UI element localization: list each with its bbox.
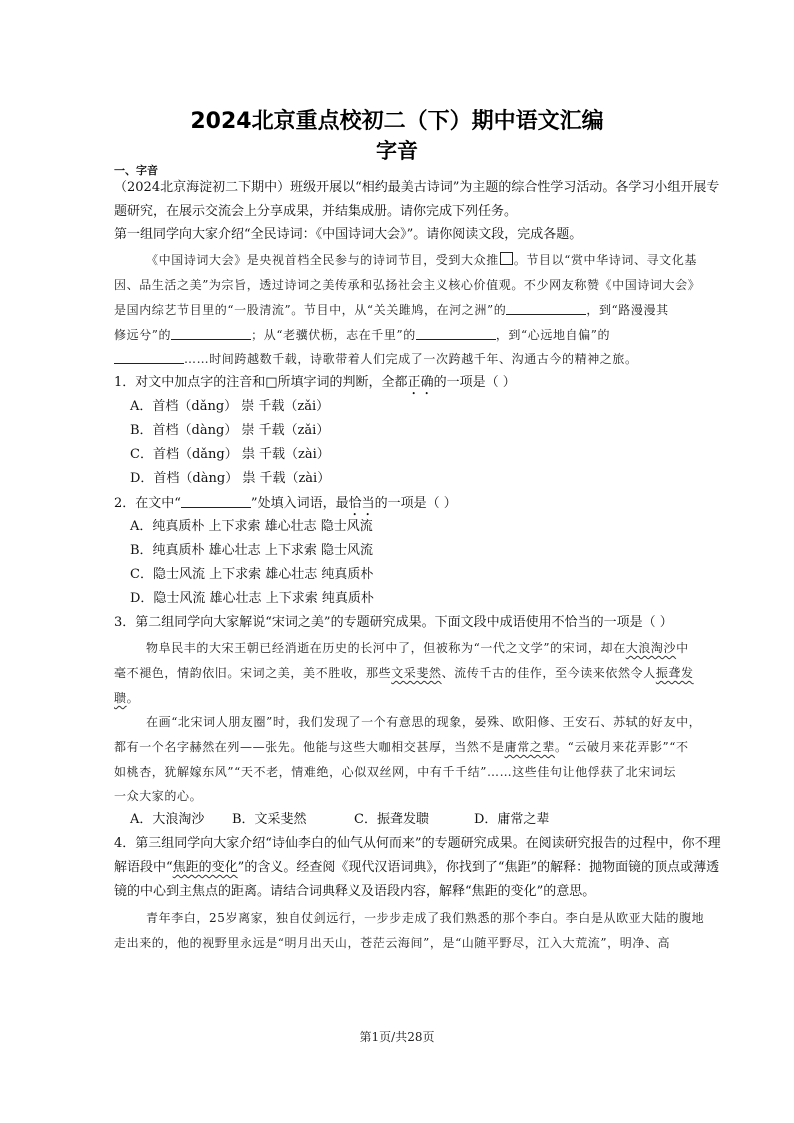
passage-text: 。“云破月来花弄影”“不 (555, 740, 689, 754)
page-number: 第1页/共28页 (359, 1030, 435, 1044)
passage3-line-1: 青年李白，25岁离家，独自仗剑远行，一步步走成了我们熟悉的那个李白。李白是从欧亚大陆的腹地 (146, 911, 705, 925)
passage-text: 物阜民丰的大宋王朝已经消逝在历史的长河中了，但被称为“一代之文学”的宋词，却在 (146, 641, 626, 655)
question-2-stem (114, 495, 694, 519)
stem-text: 1．对文中加点字的注音和□所填字词的判断，全都 (114, 375, 408, 390)
emphasis-text: 恰当 (348, 496, 375, 511)
question-3-option-a: A．大浪淘沙 (130, 812, 205, 827)
stem-text: 2．在文中“ (114, 496, 181, 511)
question-1-option-c: C．首档（dǎng） 祟 千载（zài） (130, 447, 330, 462)
document-title: 2024北京重点校初二（下）期中语文汇编 (190, 109, 604, 134)
passage2-line-1 (146, 640, 726, 656)
stem-text: 解语段中“ (114, 860, 173, 875)
stem-text: ”处填入词语，最 (250, 496, 349, 511)
passage-text: 修远兮”的 (114, 328, 172, 342)
question-1-option-d: D．首档（dàng） 祟 千载（zài） (130, 471, 331, 486)
emphasis-text: 正确 (407, 375, 434, 390)
section-heading: 一、字音 (114, 164, 158, 177)
passage-text: ，到“心远地自偏”的 (495, 328, 611, 342)
passage3-line-2: 走出来的，他的视野里永远是“明月出天山，苍茫云海间”，是“山随平野尽，江入大荒流”，明净、高 (114, 936, 671, 950)
question-3-stem: 3．第二组同学向大家解说“宋词之美”的专题研究成果。下面文段中成语使用不恰当的一项是（ ） (114, 615, 673, 630)
passage-text: 、流传千古的佳作，至今读来依然令人 (441, 666, 656, 680)
passage-text: 中 (676, 641, 689, 655)
idiom-text: 庸常之辈 (504, 740, 556, 754)
idiom-text: 文采斐然 (391, 666, 442, 680)
idiom-text: 大浪淘沙 (625, 641, 677, 655)
question-2-option-a: A．纯真质朴 上下求索 雄心壮志 隐士风流 (130, 519, 373, 534)
question-2-option-c: C．隐士风流 上下求索 雄心壮志 纯真质朴 (130, 567, 374, 582)
passage-text: 是国内综艺节目里的“一股清流”。节目中，从“关关雎鸠，在河之洲”的 (114, 303, 507, 317)
passage2-line-6: 如桃杏，犹解嫁东风”“天不老，情难绝，心似双丝网，中有千千结”……这些佳句让他俘获了北宋词坛 (114, 765, 677, 779)
question-1-stem (114, 375, 694, 398)
question-2-option-d: D．隐士风流 雄心壮志 上下求索 纯真质朴 (130, 591, 374, 606)
passage2-line-3 (114, 690, 694, 706)
stem-text: 的一项是（ ） (374, 496, 457, 511)
question-3-option-b: B．文采斐然 (232, 812, 307, 827)
passage1-line-2: 因、品生活之美”为宗旨，透过诗词之美传承和弘扬社会主义核心价值观。不少网友称赞《中国诗词大会》 (114, 278, 701, 292)
passage2-line-2 (114, 665, 694, 681)
passage-text: 毫不褪色，情韵依旧。宋词之美，美不胜收，那些 (114, 666, 392, 680)
question-2-option-b: B．纯真质朴 雄心壮志 上下求索 隐士风流 (130, 543, 373, 558)
passage1-line-3 (114, 302, 694, 318)
idiom-text: 聩 (114, 691, 127, 705)
passage-text: ，到“路漫漫其 (586, 303, 669, 317)
question-3-option-c: C．振聋发聩 (354, 812, 429, 827)
blank-1 (506, 302, 586, 315)
question-3-options (130, 812, 630, 828)
intro-line-2: 题研究，在展示交流会上分享成果，并结集成册。请你完成下列任务。 (114, 204, 518, 219)
blank-ref (181, 495, 251, 508)
passage1-line-1 (146, 252, 726, 268)
question-1-option-a: A．首档（dǎng） 崇 千载（zǎi） (130, 399, 330, 414)
passage-text: 都有一个名字赫然在列——张先。他能与这些大咖相交甚厚，当然不是 (114, 740, 505, 754)
passage1-line-4 (114, 327, 694, 343)
idiom-text: 振聋发 (655, 666, 694, 680)
passage-text: 。节目以“赏中华诗词、寻文化基 (513, 253, 697, 267)
passage1-line-5 (114, 351, 694, 367)
passage-text: 。 (126, 691, 140, 705)
blank-3 (416, 327, 496, 340)
question-4-line-3: 镜的中心到主焦点的距离。请结合词典释义及语段内容，解释“焦距的变化”的意思。 (114, 884, 596, 899)
blank-4 (114, 351, 184, 364)
passage-text: ……时间跨越数千载，诗歌带着人们完成了一次跨越千年、沟通古今的精神之旅。 (184, 352, 638, 366)
intro-line-1: （2024北京海淀初二下期中）班级开展以“相约最美古诗词”为主题的综合性学习活动。各学习小组开展专 (114, 180, 720, 195)
fill-box (500, 252, 513, 265)
passage2-line-7: 一众大家的心。 (114, 789, 203, 803)
passage-text: 《中国诗词大会》是央视首档全民参与的诗词节目，受到大众推 (146, 253, 499, 267)
key-phrase: 焦距的变化 (172, 860, 238, 875)
document-subtitle: 字音 (376, 139, 418, 163)
question-4-line-1: 4．第三组同学向大家介绍“诗仙李白的仙气从何而来”的专题研究成果。在阅读研究报告的过程中，你不理 (114, 836, 721, 851)
stem-text: ”的含义。经查阅《现代汉语词典》，你找到了“焦距”的解释：抛物面镜的顶点或薄透 (237, 860, 720, 875)
passage-text: ；从“老骥伏枥，志在千里”的 (251, 328, 416, 342)
question-4-line-2 (114, 860, 720, 876)
blank-2 (171, 327, 251, 340)
question-3-option-d: D．庸常之辈 (474, 812, 550, 827)
passage2-line-4: 在画“北宋词人朋友圈”时，我们发现了一个有意思的现象，晏殊、欧阳修、王安石、苏轼的好友中， (146, 715, 702, 729)
passage2-line-5 (114, 739, 694, 755)
stem-text: 的一项是（ ） (433, 375, 516, 390)
intro-line-3: 第一组同学向大家介绍“全民诗词：《中国诗词大会》”。请你阅读文段，完成各题。 (114, 227, 583, 242)
question-1-option-b: B．首档（dàng） 崇 千载（zǎi） (130, 423, 330, 438)
